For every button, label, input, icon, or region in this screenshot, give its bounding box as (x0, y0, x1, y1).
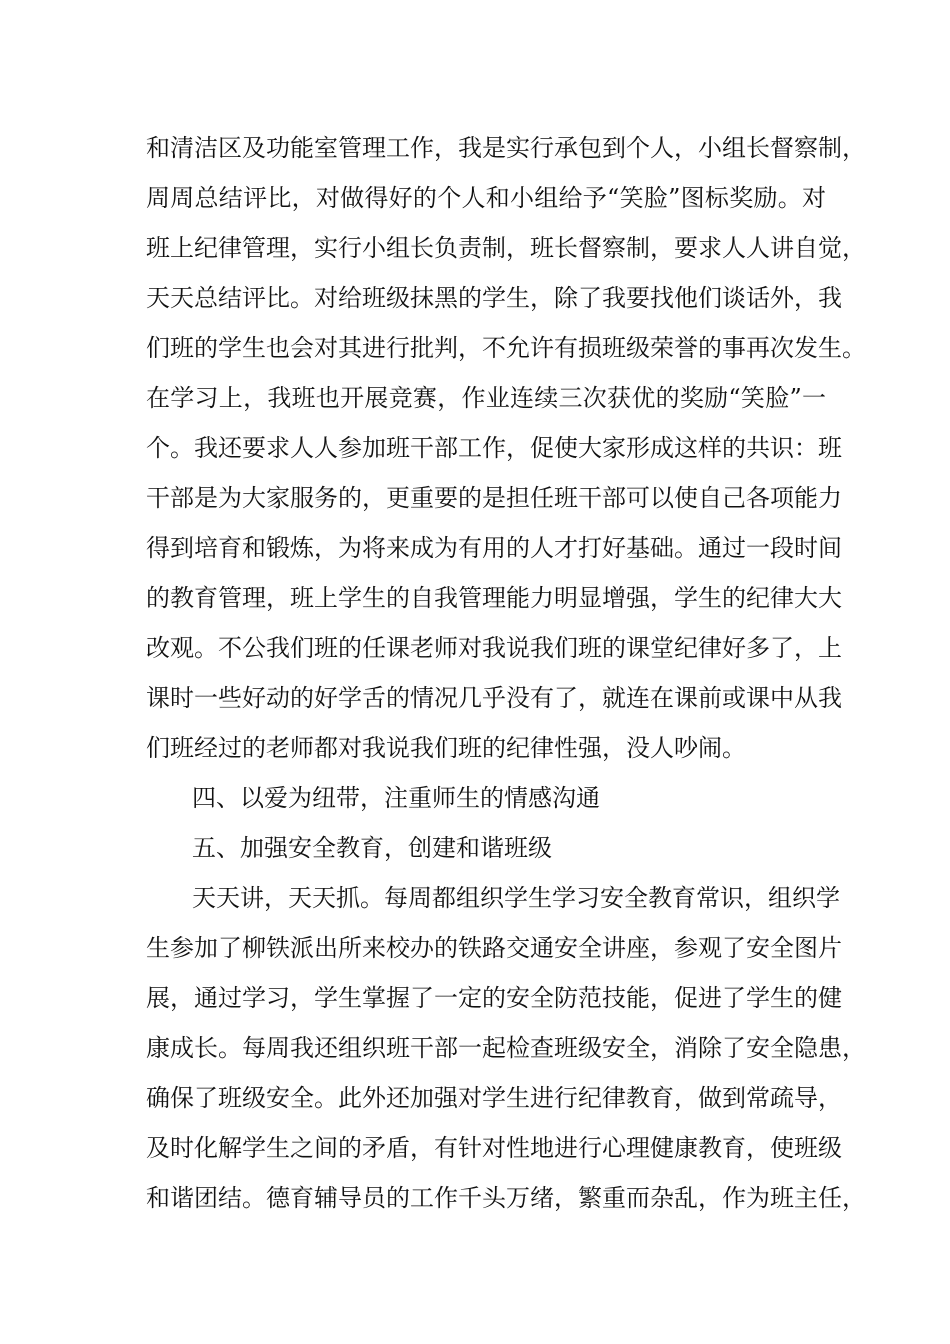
paragraph-line: 天天讲，天天抓。每周都组织学生学习安全教育常识，组织学 (192, 884, 840, 912)
paragraph-line: 周周总结评比，对做得好的个人和小组给予“笑脸”图标奖励。对 (146, 184, 826, 212)
paragraph-line: 在学习上，我班也开展竞赛，作业连续三次获优的奖励“笑脸”一 (146, 384, 826, 412)
paragraph-line: 及时化解学生之间的矛盾，有针对性地进行心理健康教育，使班级 (146, 1134, 842, 1162)
paragraph-line: 改观。不公我们班的任课老师对我说我们班的课堂纪律好多了，上 (146, 634, 842, 662)
paragraph-line: 天天总结评比。对给班级抹黑的学生，除了我要找他们谈话外，我 (146, 284, 842, 312)
paragraph-line: 们班的学生也会对其进行批判，不允许有损班级荣誉的事再次发生。 (146, 334, 866, 362)
paragraph-line: 确保了班级安全。此外还加强对学生进行纪律教育，做到常疏导， (146, 1084, 842, 1112)
paragraph-line: 和清洁区及功能室管理工作，我是实行承包到个人，小组长督察制， (146, 134, 866, 162)
paragraph-line: 个。我还要求人人参加班干部工作，促使大家形成这样的共识：班 (146, 434, 842, 462)
paragraph-line: 们班经过的老师都对我说我们班的纪律性强，没人吵闹。 (146, 734, 746, 762)
section-heading: 四、以爱为纽带，注重师生的情感沟通 (192, 784, 600, 812)
paragraph-line: 得到培育和锻炼，为将来成为有用的人才打好基础。通过一段时间 (146, 534, 842, 562)
paragraph-line: 课时一些好动的好学舌的情况几乎没有了，就连在课前或课中从我 (146, 684, 842, 712)
paragraph-line: 展，通过学习，学生掌握了一定的安全防范技能，促进了学生的健 (146, 984, 842, 1012)
paragraph-line: 和谐团结。德育辅导员的工作千头万绪，繁重而杂乱，作为班主任， (146, 1184, 866, 1212)
paragraph-line: 干部是为大家服务的，更重要的是担任班干部可以使自己各项能力 (146, 484, 842, 512)
paragraph-line: 班上纪律管理，实行小组长负责制，班长督察制，要求人人讲自觉， (146, 234, 866, 262)
paragraph-line: 康成长。每周我还组织班干部一起检查班级安全，消除了安全隐患， (146, 1034, 866, 1062)
paragraph-line: 的教育管理，班上学生的自我管理能力明显增强，学生的纪律大大 (146, 584, 842, 612)
section-heading: 五、加强安全教育，创建和谐班级 (192, 834, 552, 862)
paragraph-line: 生参加了柳铁派出所来校办的铁路交通安全讲座，参观了安全图片 (146, 934, 842, 962)
